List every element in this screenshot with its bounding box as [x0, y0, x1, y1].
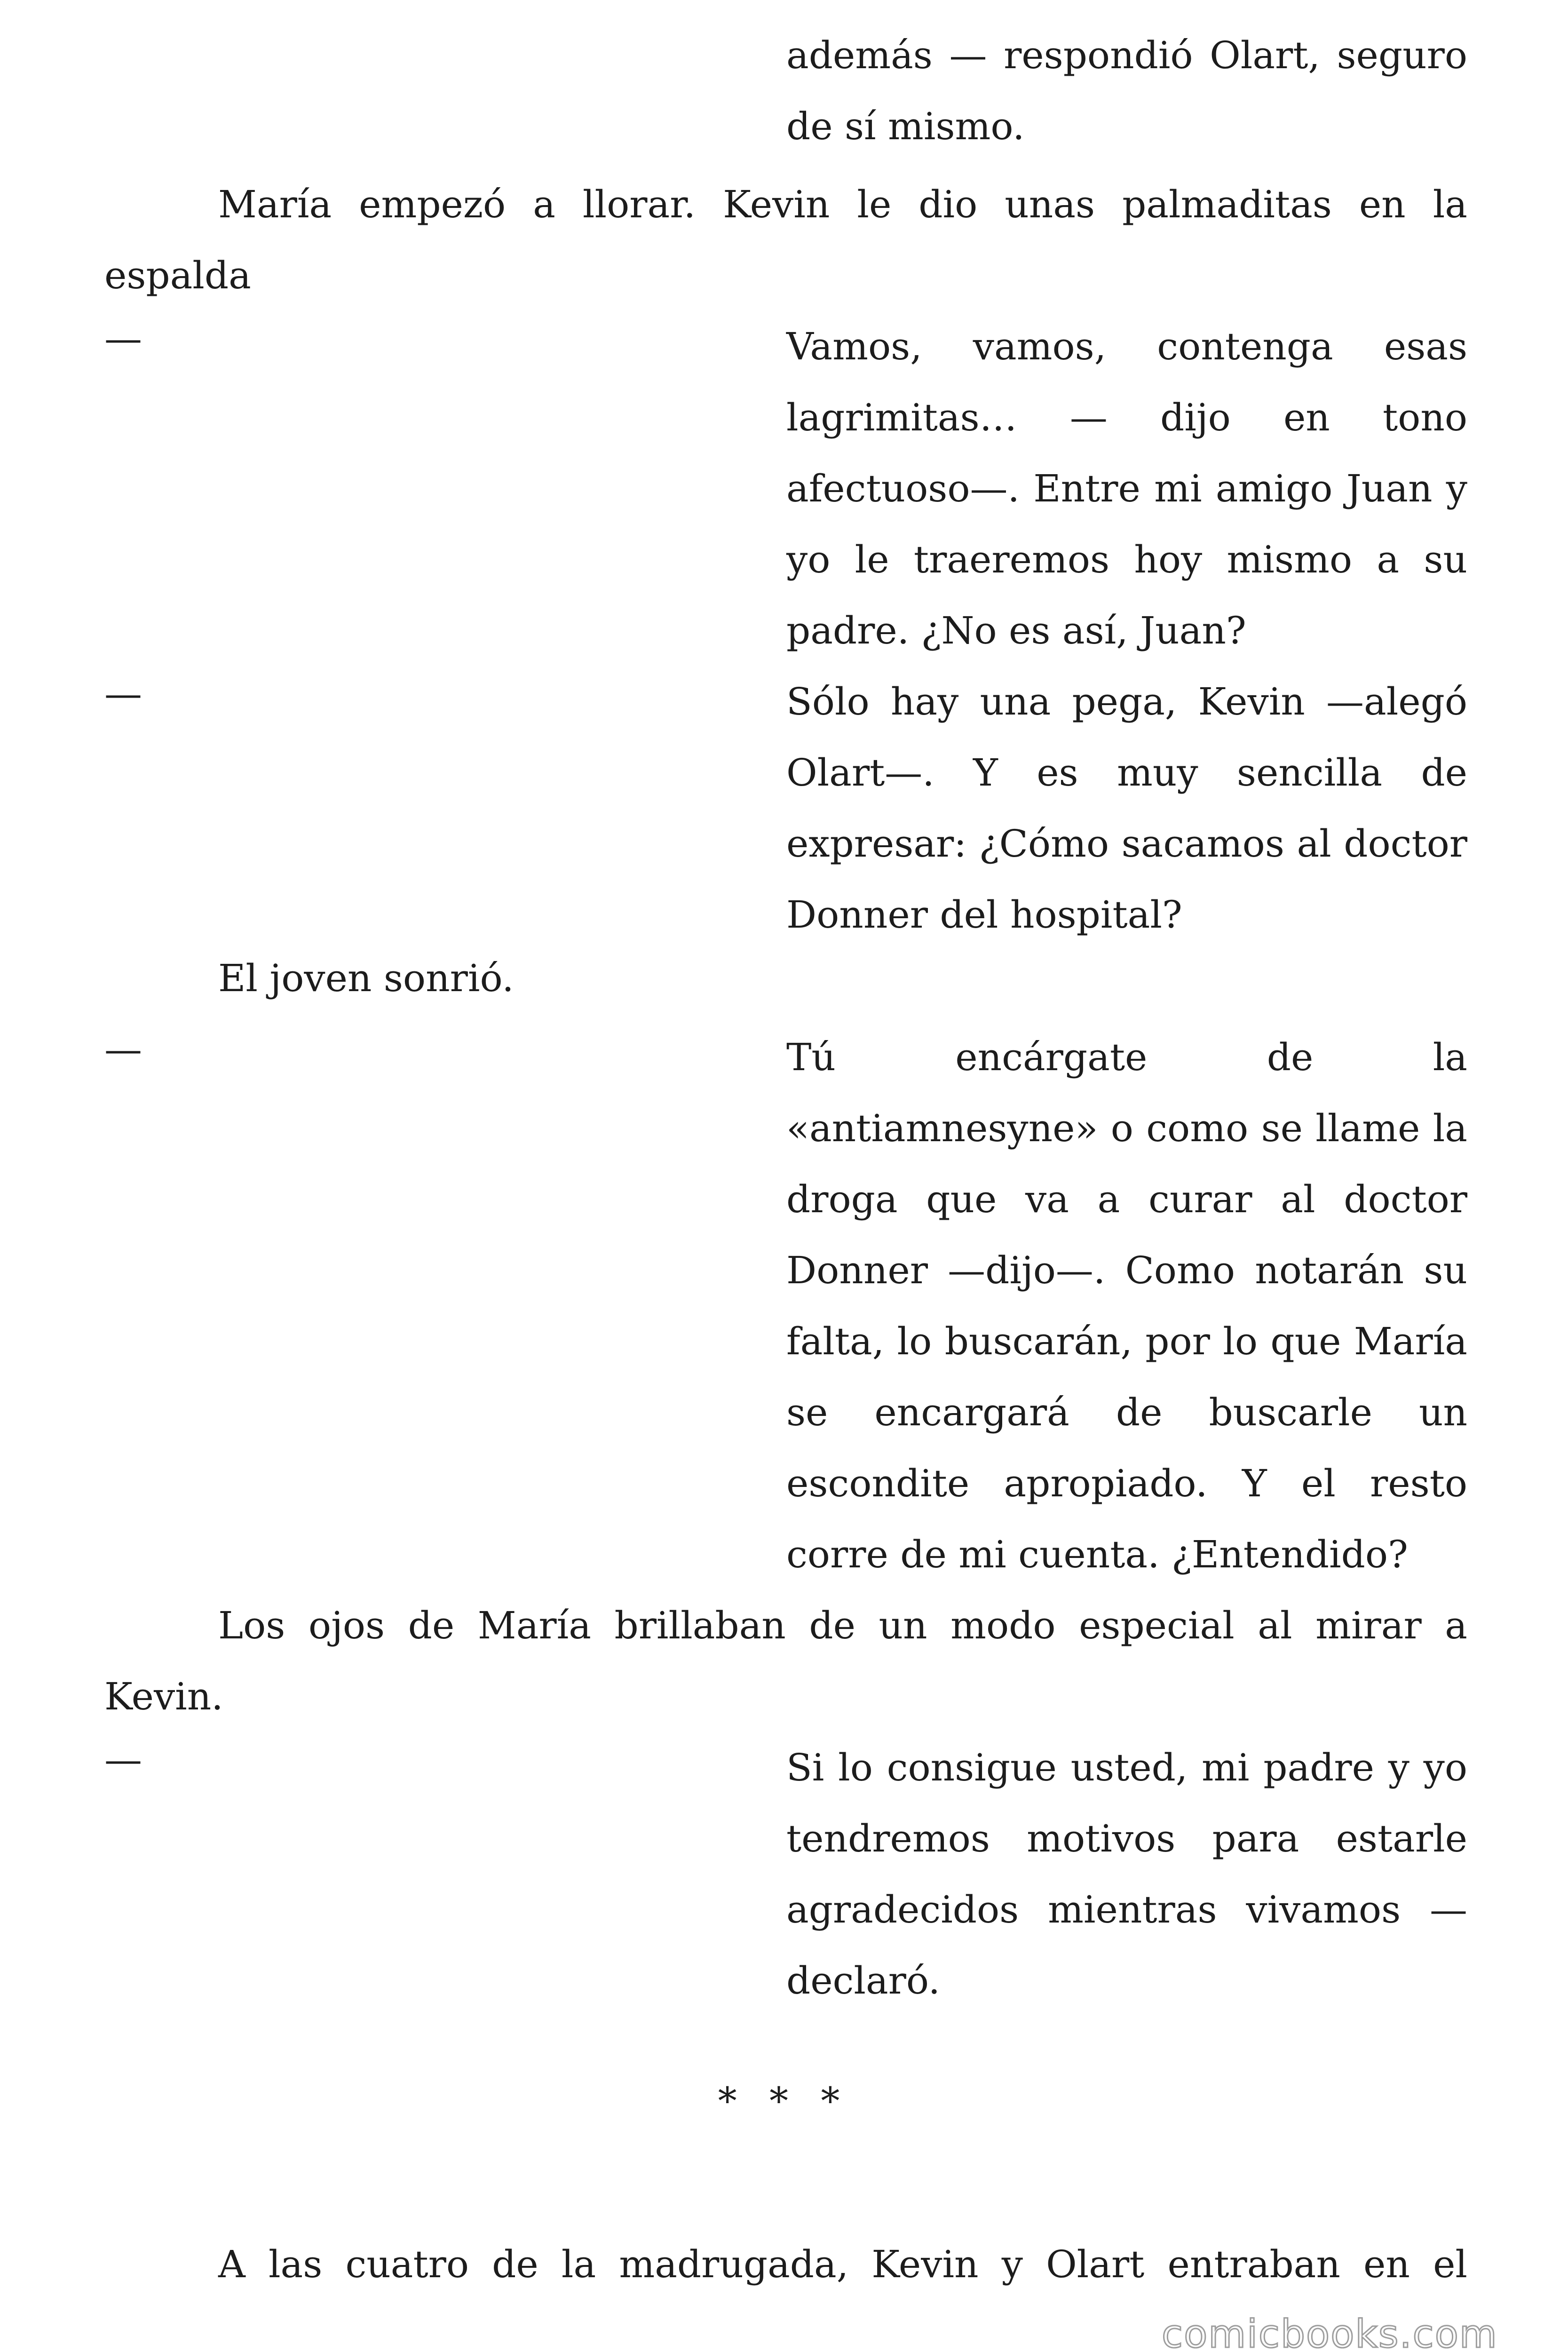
section-break: * * *	[718, 2079, 850, 2123]
dialogue-kevin-plan: Tú encárgate de la «antiamnesyne» o como se llame la droga que va a curar al doctor Donner —dijo—. Como notarán su falta, lo buscarán, por lo que María se encargará de buscarle un escondite apropiado. Y el resto corre de mi cuenta. ¿Entendido?	[786, 1035, 1467, 1576]
narration-four-am	[104, 2229, 1467, 2300]
dialogue-dash-2: —	[104, 672, 142, 715]
narration-maria-eyes: Los ojos de María brillaban de un modo especial al mirar a Kevin.	[104, 1604, 1467, 1718]
site-watermark: comicbooks.com	[1162, 2312, 1498, 2352]
narration-paragraph-maria-cries: María empezó a llorar. Kevin le dio unas palmaditas en la espalda	[104, 183, 1467, 297]
dialogue-continuation-text-1: además — respondió Olart, seguro	[786, 33, 1467, 77]
dialogue-olart-objects: Sólo hay una pega, Kevin —alegó Olart—. Y es muy sencilla de expresar: ¿Cómo sacamos al doctor Donner del hospital?	[786, 680, 1467, 937]
narration-young-man-smiles: El joven sonrió.	[218, 956, 514, 1000]
dialogue-dash-4: —	[104, 1738, 142, 1781]
dialogue-kevin-comforts: Vamos, vamos, contenga esas lagrimitas… — dijo en tono afectuoso—. Entre mi amigo Juan y yo le traeremos hoy mismo a su padre. ¿No es así, Juan?	[786, 325, 1467, 652]
dialogue-dash-3: —	[104, 1027, 142, 1071]
dialogue-maria-thanks: Si lo consigue usted, mi padre y yo tendremos motivos para estarle agradecidos mientras vivamos — declaró.	[786, 1746, 1467, 2002]
narration-four-am-text: A las cuatro de la madrugada, Kevin y Olart entraban en el	[218, 2242, 1467, 2286]
dialogue-dash-1: —	[104, 317, 142, 360]
dialogue-continuation-line-1	[786, 33, 1467, 77]
dialogue-continuation-line-2: de sí mismo.	[786, 104, 1025, 148]
